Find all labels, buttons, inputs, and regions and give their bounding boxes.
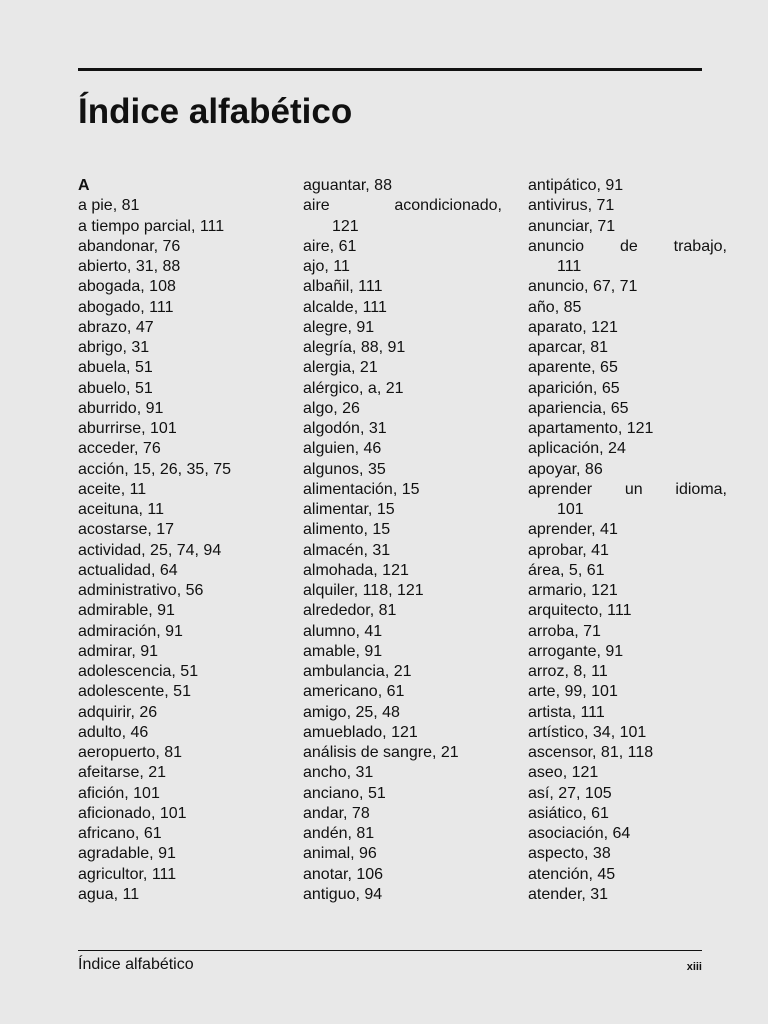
index-entry: anuncio de trabajo, [528, 237, 727, 255]
index-entry: andén, 81 [303, 825, 375, 842]
index-entry: aire acondicionado, [303, 197, 502, 215]
index-entry: año, 85 [528, 298, 582, 316]
index-entry: aburrirse, 101 [78, 420, 177, 437]
index-entry: adquirir, 26 [78, 703, 158, 721]
index-entry: afeitarse, 21 [78, 764, 167, 782]
index-entry: abandonar, 76 [78, 237, 181, 255]
index-entry: aprender un idioma, [528, 480, 727, 498]
index-entry: ascensor, 81, 118 [528, 744, 654, 761]
index-entry: amueblado, 121 [303, 723, 418, 741]
index-entry: aguantar, 88 [303, 177, 392, 194]
index-column-2 [303, 176, 502, 905]
index-entry: aire, 61 [303, 237, 357, 255]
index-entry: actividad, 25, 74, 94 [78, 541, 222, 559]
section-letter: A [78, 177, 90, 194]
index-entry: análisis de sangre, 21 [303, 744, 459, 761]
index-entry: africano, 61 [78, 825, 162, 842]
index-entry: aparcar, 81 [528, 339, 609, 356]
index-entry: ancho, 31 [303, 764, 374, 782]
index-entry: amigo, 25, 48 [303, 703, 400, 721]
index-entry: alimentar, 15 [303, 501, 395, 518]
index-entry: alguien, 46 [303, 440, 382, 458]
index-entry: americano, 61 [303, 683, 405, 701]
index-entry: abierto, 31, 88 [78, 258, 181, 275]
index-entry: alegría, 88, 91 [303, 339, 406, 356]
index-entry: abogada, 108 [78, 278, 176, 296]
index-entry: alumno, 41 [303, 622, 383, 640]
index-entry: anunciar, 71 [528, 217, 616, 235]
index-entry: arquitecto, 111 [528, 602, 632, 620]
index-entry: aparato, 121 [528, 318, 618, 336]
index-entry: algunos, 35 [303, 460, 386, 478]
index-entry: alcalde, 111 [303, 298, 387, 316]
index-entry: aspecto, 38 [528, 845, 611, 863]
entry-list [78, 196, 277, 905]
index-entry: a pie, 81 [78, 197, 140, 215]
index-entry: 121 [332, 217, 359, 235]
index-column-1 [78, 176, 277, 905]
index-entry: agricultor, 111 [78, 865, 177, 883]
index-entry: aficionado, 101 [78, 804, 187, 822]
index-entry: aprobar, 41 [528, 541, 609, 559]
index-entry: aceite, 11 [78, 480, 147, 498]
index-entry: almohada, 121 [303, 561, 409, 579]
index-entry: abrigo, 31 [78, 339, 150, 356]
index-entry: antiguo, 94 [303, 885, 383, 903]
page-number: xiii [686, 961, 702, 973]
index-entry: acceder, 76 [78, 440, 161, 458]
index-entry: apoyar, 86 [528, 460, 603, 478]
entry-list [303, 176, 502, 905]
index-entry: admiración, 91 [78, 622, 183, 640]
index-entry: algo, 26 [303, 399, 360, 417]
index-entry: arroz, 8, 11 [528, 663, 608, 680]
index-entry: actualidad, 64 [78, 561, 178, 579]
index-entry: agradable, 91 [78, 845, 176, 863]
index-entry: arroba, 71 [528, 622, 601, 640]
index-entry: arrogante, 91 [528, 642, 624, 660]
index-entry: alquiler, 118, 121 [303, 582, 424, 599]
index-entry: 111 [557, 258, 582, 275]
footer-title: Índice alfabético [78, 956, 194, 973]
index-entry: abogado, 111 [78, 298, 174, 316]
index-entry: admirar, 91 [78, 642, 159, 660]
index-entry: animal, 96 [303, 845, 377, 863]
index-entry: área, 5, 61 [528, 561, 605, 579]
index-entry: administrativo, 56 [78, 582, 204, 599]
index-entry: anotar, 106 [303, 865, 384, 883]
index-entry: andar, 78 [303, 804, 370, 822]
index-entry: alegre, 91 [303, 318, 375, 336]
index-entry: 101 [557, 501, 584, 518]
index-entry: a tiempo parcial, 111 [78, 217, 225, 235]
index-entry: admirable, 91 [78, 602, 175, 620]
index-entry: artístico, 34, 101 [528, 723, 647, 741]
index-entry: ajo, 11 [303, 258, 350, 275]
index-entry: ambulancia, 21 [303, 663, 412, 680]
index-entry: artista, 111 [528, 703, 605, 721]
index-entry: alérgico, a, 21 [303, 379, 404, 397]
index-entry: alergia, 21 [303, 359, 378, 377]
index-entry: almacén, 31 [303, 541, 391, 559]
index-entry: acción, 15, 26, 35, 75 [78, 460, 231, 478]
index-entry: albañil, 111 [303, 278, 383, 296]
index-entry: aparición, 65 [528, 379, 620, 397]
index-entry: aparente, 65 [528, 359, 618, 377]
index-entry: arte, 99, 101 [528, 683, 618, 701]
index-entry: abuela, 51 [78, 359, 153, 377]
index-entry: abrazo, 47 [78, 318, 154, 336]
index-entry: asociación, 64 [528, 825, 631, 842]
index-entry: apartamento, 121 [528, 420, 654, 437]
index-entry: acostarse, 17 [78, 521, 175, 539]
page-title: Índice alfabético [78, 92, 353, 131]
index-entry: antivirus, 71 [528, 197, 615, 215]
index-entry: atención, 45 [528, 865, 616, 883]
index-entry: atender, 31 [528, 885, 609, 903]
index-entry: aprender, 41 [528, 521, 618, 539]
index-entry: aseo, 121 [528, 764, 599, 782]
index-entry: amable, 91 [303, 642, 383, 660]
index-column-3 [528, 176, 727, 905]
index-entry: adolescente, 51 [78, 683, 191, 701]
index-entry: así, 27, 105 [528, 784, 612, 802]
index-entry: algodón, 31 [303, 420, 387, 437]
index-entry: agua, 11 [78, 885, 140, 903]
index-entry: aburrido, 91 [78, 399, 164, 417]
index-entry: asiático, 61 [528, 804, 609, 822]
index-entry: adolescencia, 51 [78, 663, 199, 680]
index-entry: alimentación, 15 [303, 480, 420, 498]
index-entry: anciano, 51 [303, 784, 386, 802]
index-entry: adulto, 46 [78, 723, 149, 741]
index-entry: aceituna, 11 [78, 501, 164, 518]
index-entry: apariencia, 65 [528, 399, 629, 417]
index-entry: alimento, 15 [303, 521, 391, 539]
index-entry: aplicación, 24 [528, 440, 626, 458]
index-entry: alrededor, 81 [303, 602, 397, 620]
index-entry: antipático, 91 [528, 177, 624, 194]
bottom-rule [78, 950, 702, 951]
index-entry: afición, 101 [78, 784, 160, 802]
index-entry: abuelo, 51 [78, 379, 153, 397]
entry-list [528, 176, 727, 905]
index-entry: aeropuerto, 81 [78, 744, 183, 761]
top-rule [78, 68, 702, 71]
index-entry: armario, 121 [528, 582, 618, 599]
index-entry: anuncio, 67, 71 [528, 278, 638, 296]
